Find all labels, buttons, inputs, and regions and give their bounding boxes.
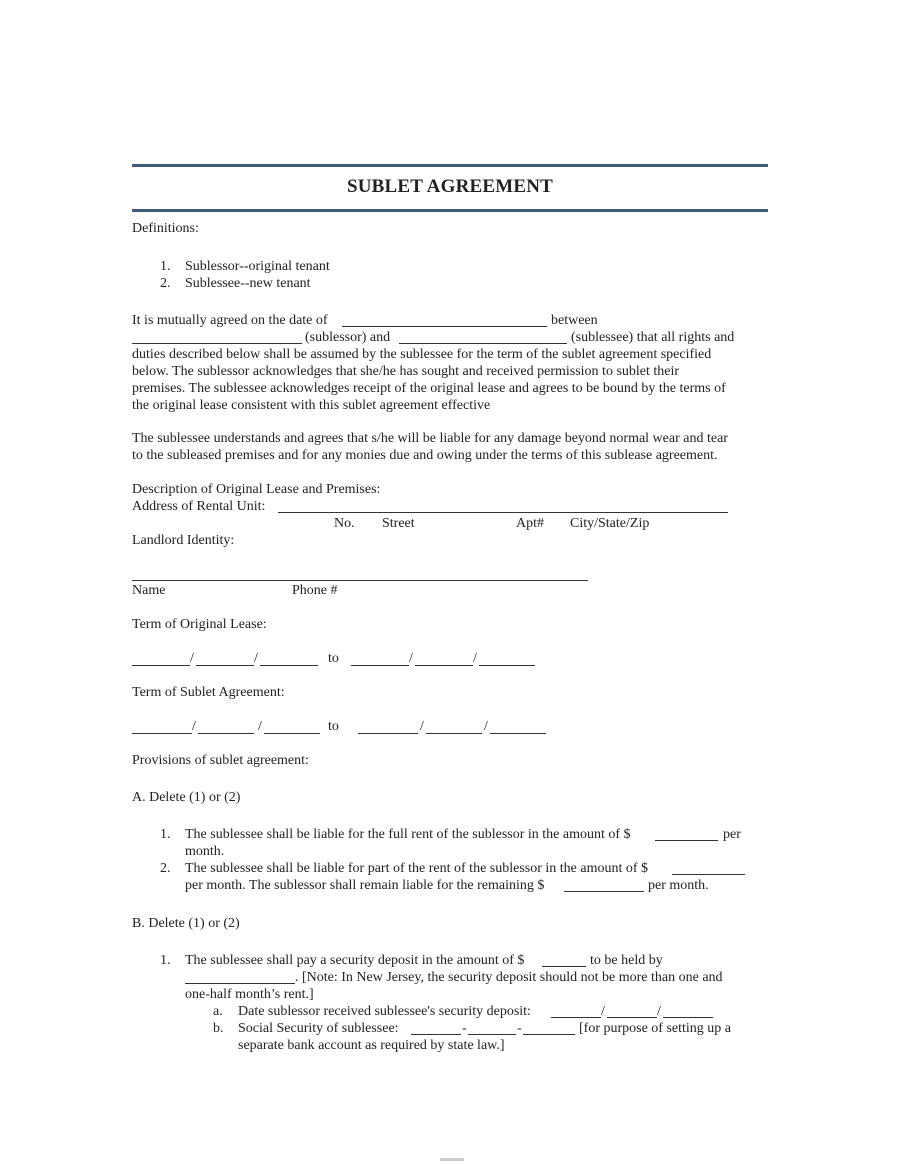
date-separator: / — [420, 719, 424, 734]
full-rent-month-text: month. — [185, 844, 225, 859]
sub-list-letter: b. — [213, 1021, 224, 1036]
remaining-rent-per-month: per month. — [648, 878, 709, 893]
original-lease-term-label: Term of Original Lease: — [132, 617, 267, 632]
deposit-amount-field[interactable] — [542, 966, 586, 967]
section-b-heading: B. Delete (1) or (2) — [132, 916, 240, 931]
sublet-start-day-field[interactable] — [198, 733, 254, 734]
deposit-note-text: . [Note: In New Jersey, the security deposit should not be more than one and — [295, 970, 723, 985]
sublessee-name-field[interactable] — [399, 343, 567, 344]
date-separator: / — [484, 719, 488, 734]
list-number: 1. — [160, 827, 171, 842]
agreement-date-label: It is mutually agreed on the date of — [132, 313, 328, 328]
date-separator: / — [258, 719, 262, 734]
paragraph-line: premises. The sublessee acknowledges receipt of the original lease and agrees to be bound by the terms of — [132, 381, 726, 396]
date-separator: / — [254, 651, 258, 666]
agreement-date-field[interactable] — [342, 326, 547, 327]
sublet-end-month-field[interactable] — [358, 733, 418, 734]
address-city-caption: City/State/Zip — [570, 516, 650, 531]
ssn-dash: - — [517, 1021, 522, 1036]
original-start-month-field[interactable] — [132, 665, 190, 666]
date-separator: / — [473, 651, 477, 666]
definitions-heading: Definitions: — [132, 221, 199, 236]
full-rent-amount-field[interactable] — [655, 840, 718, 841]
liability-paragraph-line: The sublessee understands and agrees that s/he will be liable for any damage beyond normal wear and tear — [132, 431, 728, 446]
remaining-rent-amount-field[interactable] — [564, 891, 644, 892]
definition-item: Sublessor--original tenant — [185, 259, 330, 274]
date-separator: / — [190, 651, 194, 666]
sublessor-name-field[interactable] — [132, 343, 302, 344]
original-end-month-field[interactable] — [351, 665, 409, 666]
ssn-part1-field[interactable] — [411, 1034, 461, 1035]
deposit-year-field[interactable] — [663, 1017, 713, 1018]
sublessee-label: (sublessee) that all rights and — [571, 330, 735, 345]
sublet-start-year-field[interactable] — [264, 733, 320, 734]
part-rent-amount-field[interactable] — [672, 874, 745, 875]
definition-number: 2. — [160, 276, 171, 291]
original-end-year-field[interactable] — [479, 665, 535, 666]
landlord-name-caption: Name — [132, 583, 166, 598]
sublet-end-year-field[interactable] — [490, 733, 546, 734]
date-separator: / — [657, 1004, 661, 1019]
date-separator: / — [409, 651, 413, 666]
ssn-purpose-text: separate bank account as required by state law.] — [238, 1038, 505, 1053]
paragraph-line: duties described below shall be assumed by the sublessee for the term of the sublet agreement specified — [132, 347, 712, 362]
definition-item: Sublessee--new tenant — [185, 276, 311, 291]
to-label: to — [328, 651, 339, 666]
deposit-holder-field[interactable] — [185, 983, 295, 984]
between-label: between — [551, 313, 598, 328]
ssn-purpose-text: [for purpose of setting up a — [579, 1021, 732, 1036]
address-street-caption: Street — [382, 516, 415, 531]
original-start-day-field[interactable] — [196, 665, 254, 666]
address-field[interactable] — [278, 512, 728, 513]
deposit-month-field[interactable] — [551, 1017, 601, 1018]
full-rent-text: The sublessee shall be liable for the full rent of the sublessor in the amount of $ — [185, 827, 631, 842]
address-number-caption: No. — [334, 516, 355, 531]
sublet-start-month-field[interactable] — [132, 733, 192, 734]
page-number-mark — [440, 1158, 464, 1161]
title-underline-rule — [132, 209, 768, 212]
sublet-term-label: Term of Sublet Agreement: — [132, 685, 285, 700]
lease-description-heading: Description of Original Lease and Premises: — [132, 482, 381, 497]
sublet-end-day-field[interactable] — [426, 733, 482, 734]
deposit-day-field[interactable] — [607, 1017, 657, 1018]
paragraph-line: below. The sublessor acknowledges that she/he has sought and received permission to sublet their — [132, 364, 680, 379]
original-end-day-field[interactable] — [415, 665, 473, 666]
deposit-text: The sublessee shall pay a security deposit in the amount of $ — [185, 953, 525, 968]
to-label: to — [328, 719, 339, 734]
ssn-dash: - — [462, 1021, 467, 1036]
list-number: 1. — [160, 953, 171, 968]
provisions-heading: Provisions of sublet agreement: — [132, 753, 309, 768]
ssn-label: Social Security of sublessee: — [238, 1021, 399, 1036]
original-start-year-field[interactable] — [260, 665, 318, 666]
ssn-part3-field[interactable] — [523, 1034, 575, 1035]
document-title: SUBLET AGREEMENT — [346, 176, 554, 197]
landlord-identity-label: Landlord Identity: — [132, 533, 235, 548]
deposit-received-label: Date sublessor received sublessee's security deposit: — [238, 1004, 531, 1019]
landlord-field[interactable] — [132, 580, 588, 581]
paragraph-line: the original lease consistent with this sublet agreement effective — [132, 398, 491, 413]
address-label: Address of Rental Unit: — [132, 499, 266, 514]
definition-number: 1. — [160, 259, 171, 274]
address-apt-caption: Apt# — [516, 516, 544, 531]
remaining-rent-text: per month. The sublessor shall remain liable for the remaining $ — [185, 878, 545, 893]
sublessor-label: (sublessor) and — [305, 330, 391, 345]
full-rent-per-text: per — [723, 827, 741, 842]
top-rule — [132, 164, 768, 167]
sub-list-letter: a. — [213, 1004, 223, 1019]
section-a-heading: A. Delete (1) or (2) — [132, 790, 241, 805]
date-separator: / — [192, 719, 196, 734]
list-number: 2. — [160, 861, 171, 876]
liability-paragraph-line: to the subleased premises and for any monies due and owing under the terms of this sublease agreement. — [132, 448, 718, 463]
date-separator: / — [601, 1004, 605, 1019]
part-rent-text: The sublessee shall be liable for part of the rent of the sublessor in the amount of $ — [185, 861, 649, 876]
deposit-held-by-text: to be held by — [590, 953, 663, 968]
landlord-phone-caption: Phone # — [292, 583, 338, 598]
ssn-part2-field[interactable] — [468, 1034, 516, 1035]
deposit-note-text: one-half month’s rent.] — [185, 987, 314, 1002]
